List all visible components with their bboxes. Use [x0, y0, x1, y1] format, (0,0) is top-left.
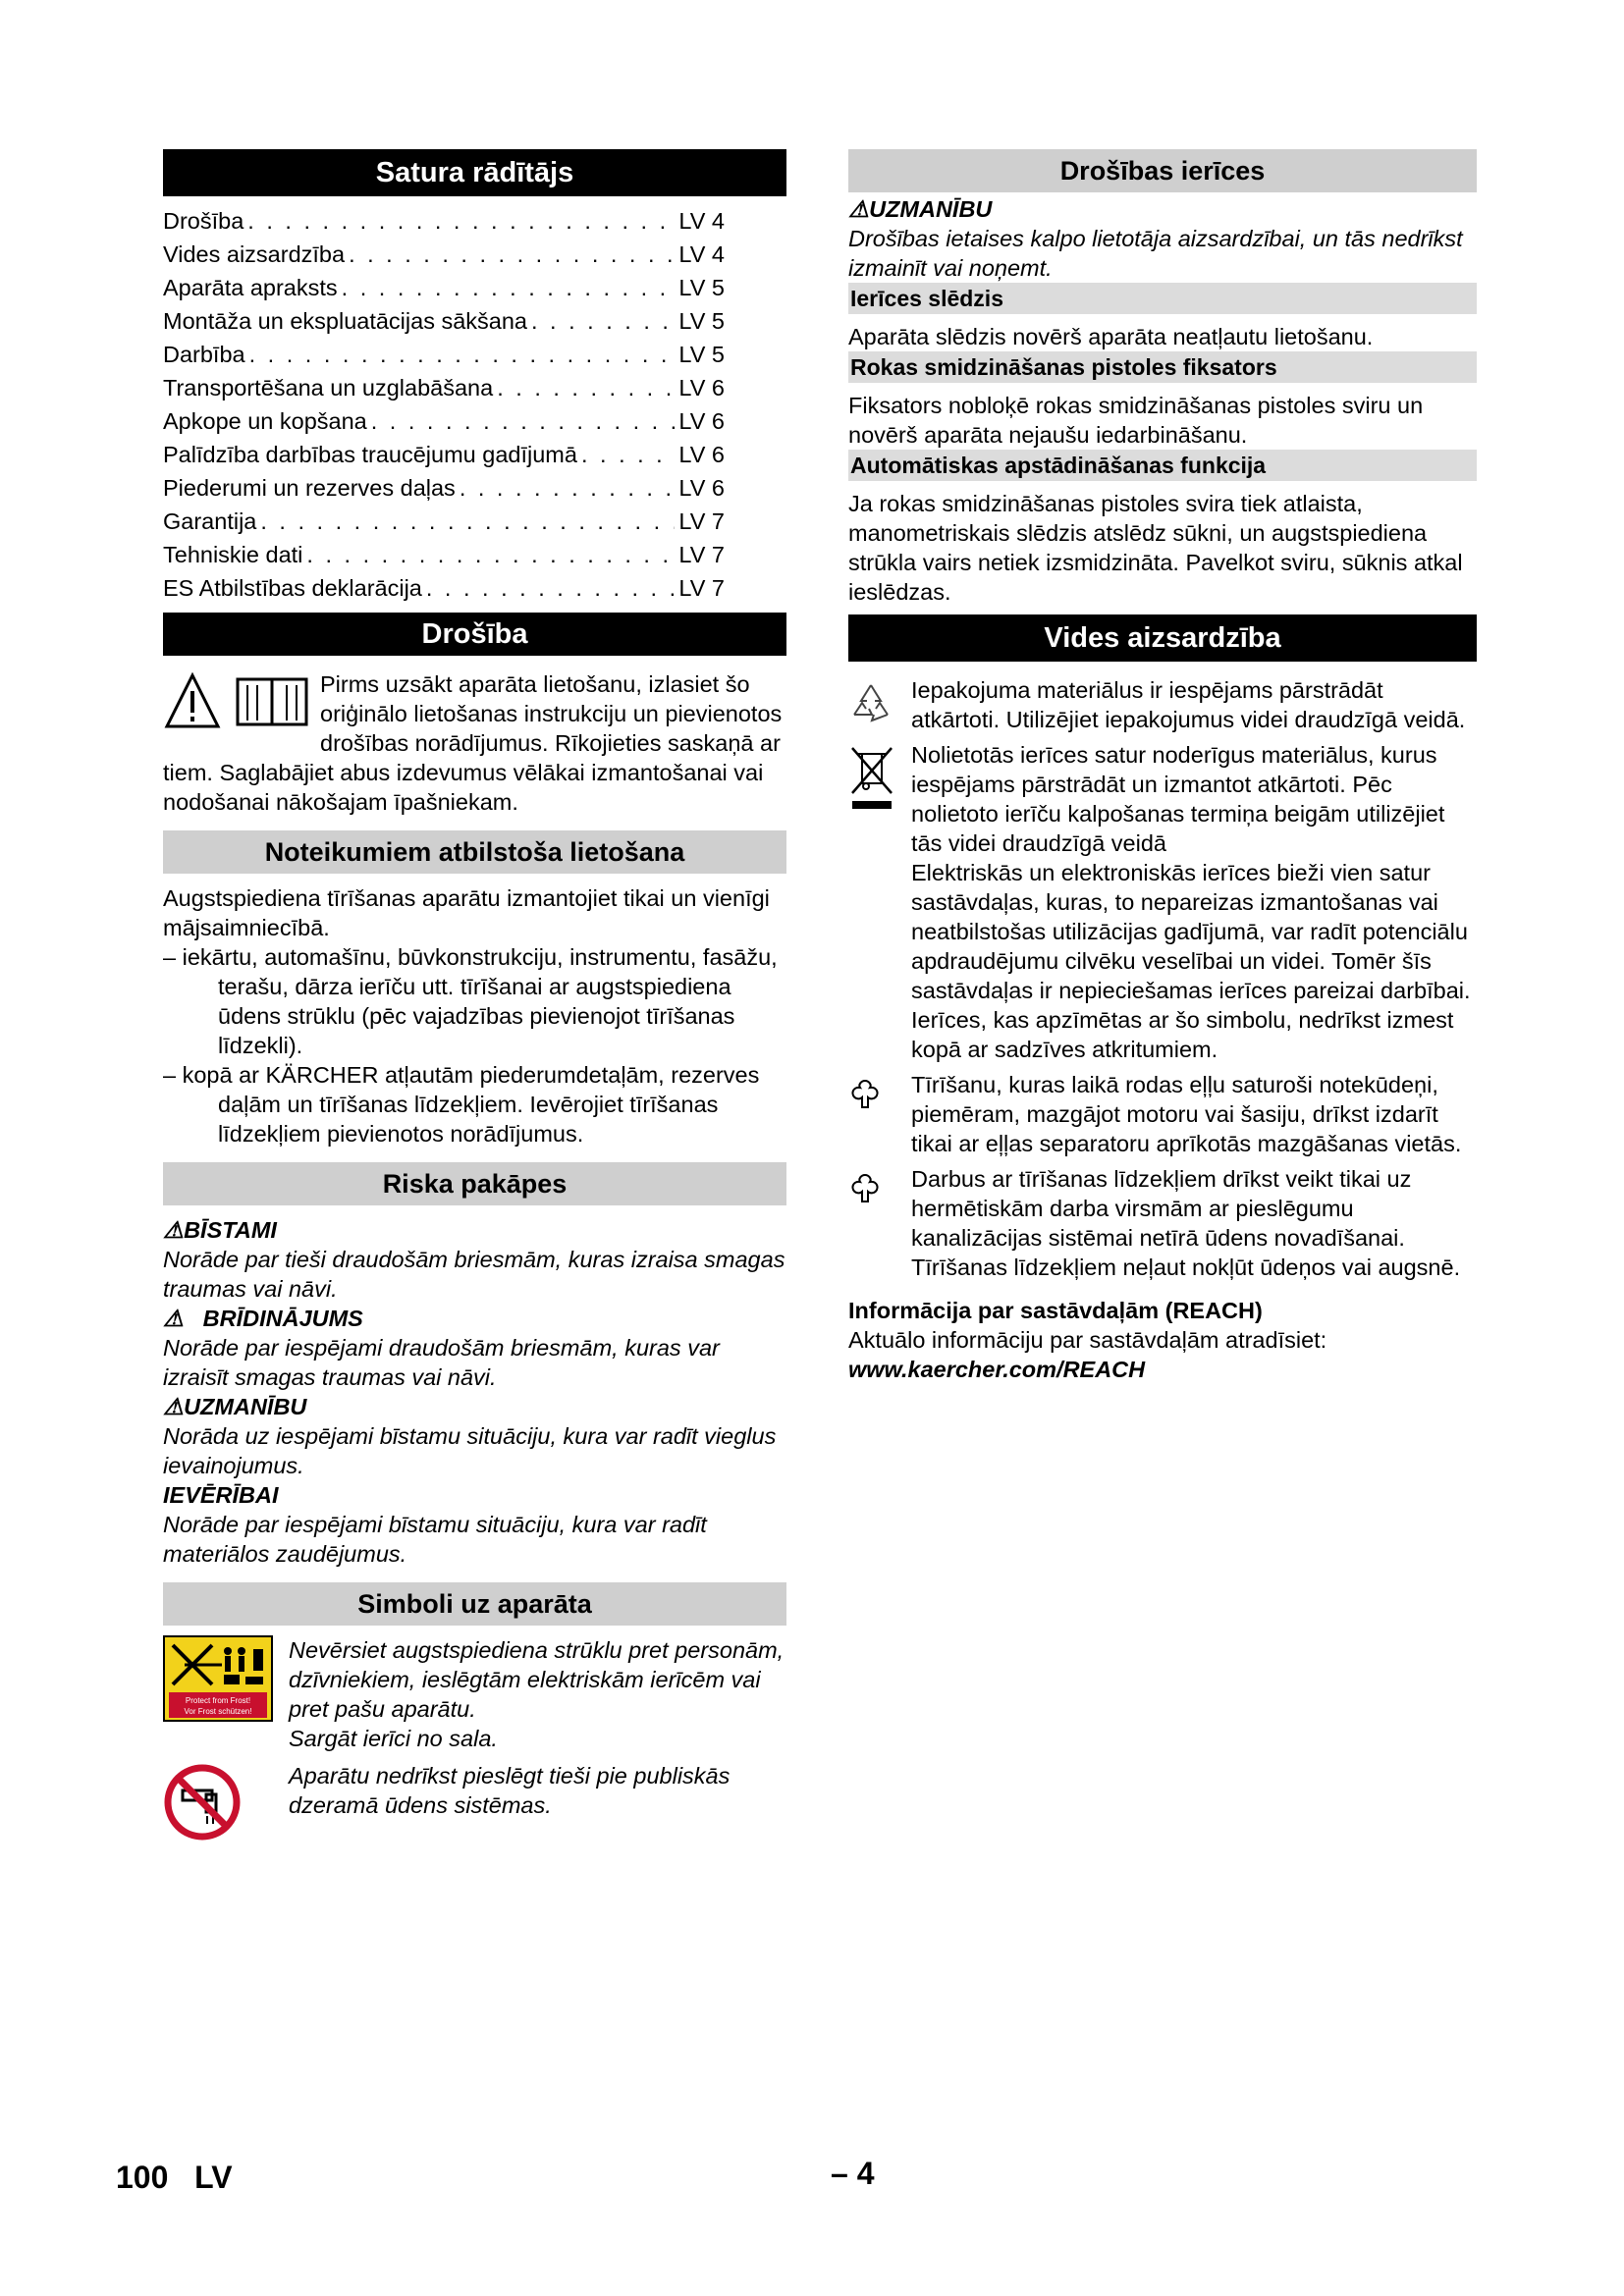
subsection-text-switch: Aparāta slēdzis novērš aparāta neatļautu lietošanu. — [848, 324, 1374, 349]
intended-use-item: – kopā ar KÄRCHER atļautām piederumdetaļām, rezerves daļām un tīrīšanas līdzekļiem. Ievērojiet tīrīšanas līdzekļiem pievienotos norādījumus. — [163, 1062, 760, 1147]
symbol-water-text: Aparātu nedrīkst pieslēgt tieši pie publiskās dzeramā ūdens sistēmas. — [289, 1763, 731, 1818]
toc-item[interactable]: Tehniskie dati . . . LV 7 — [163, 538, 725, 571]
reach-title: Informācija par sastāvdaļām (REACH) — [848, 1298, 1263, 1323]
manual-warning-icons — [163, 671, 320, 732]
risk-level-name: IEVĒRĪBAI — [163, 1482, 279, 1508]
safety-intro-block — [163, 669, 786, 817]
env-weee-text-2: Elektriskās un elektroniskās ierīces bieži vien satur sastāvdaļas, kuras, to nepareizas izmantošanas vai neatbilstošas utilizācijas gadījumā, var radīt potenciālu apdraudējumu cilvēku veselībai un videi. Tomēr šīs sastāvdaļas ir nepieciešamas ierīces pareizai darbībai. Ierīces, kas apzīmētas ar šo simbolu, nedrīkst izmest kopā ar sadzīves atkritumiem. — [911, 860, 1471, 1062]
intended-use-intro: Augstspiediena tīrīšanas aparātu izmantojiet tikai un vienīgi mājsaimniecībā. — [163, 885, 770, 940]
env-weee-text: Nolietotās ierīces satur noderīgus materiālus, kurus iespējams pārstrādāt un izmantot atkārtoti. Pēc nolietoto ierīču kalpošanas termiņa beigām utilizējiet tās videi draudzīgā veidā — [911, 742, 1445, 856]
risk-level-text: Norāda uz iespējami bīstamu situāciju, kura var radīt vieglus ievainojumus. — [163, 1423, 777, 1478]
subsection-text-lock: Fiksators nobloķē rokas smidzināšanas pistoles sviru un novērš aparāta nejaušu iedarbināšanu. — [848, 393, 1424, 448]
page-number: 100 — [116, 2160, 169, 2195]
subsection-heading-lock: Rokas smidzināšanas pistoles fiksators — [848, 351, 1477, 383]
risk-level-name: ⚠BĪSTAMI — [163, 1217, 277, 1243]
risk-levels-heading: Riska pakāpes — [163, 1162, 786, 1205]
safety-devices-heading: Drošības ierīces — [848, 149, 1477, 192]
symbol-row-water — [163, 1761, 786, 1848]
frost-sign-line1: Protect from Frost! — [185, 1696, 251, 1705]
toc-item[interactable]: Aparāta apraksts . . . LV 5 — [163, 271, 725, 304]
subsection-heading-autostop: Automātiskas apstādināšanas funkcija — [848, 450, 1477, 481]
left-column — [163, 149, 786, 1848]
caution-label: ⚠UZMANĪBU — [848, 196, 993, 222]
water-protection-icon — [848, 1070, 911, 1118]
recycle-icon — [848, 675, 911, 733]
right-column — [848, 149, 1477, 1384]
toc-item[interactable]: Montāža un ekspluatācijas sākšana . . . LV 5 — [163, 304, 725, 338]
toc-item[interactable]: Garantija . . . LV 7 — [163, 505, 725, 538]
jet-frost-sign-icon — [163, 1635, 289, 1729]
toc-item[interactable]: Drošība . . . LV 4 — [163, 204, 725, 238]
reach-text: Aktuālo informāciju par sastāvdaļām atradīsiet: — [848, 1327, 1327, 1353]
risk-level-text: Norāde par iespējami bīstamu situāciju, kura var radīt materiālos zaudējumus. — [163, 1512, 707, 1567]
toc-list — [163, 204, 786, 605]
toc-item[interactable]: Apkope un kopšana . . . LV 6 — [163, 404, 725, 438]
risk-level-name: ⚠ BRĪDINĀJUMS — [163, 1306, 363, 1331]
risk-level-text: Norāde par tieši draudošām briesmām, kuras izraisa smagas traumas vai nāvi. — [163, 1247, 785, 1302]
warning-book-icon — [163, 671, 320, 730]
toc-item[interactable]: ES Atbilstības deklarācija . . . LV 7 — [163, 571, 725, 605]
symbol-jet-text: Nevērsiet augstspiediena strūklu pret personām, dzīvniekiem, ieslēgtām elektriskām ierīcēm vai pret pašu aparātu. — [289, 1637, 785, 1722]
frost-sign-line2: Vor Frost schützen! — [184, 1707, 252, 1716]
env-cleaning-text: Darbus ar tīrīšanas līdzekļiem drīkst veikt tikai uz hermētiskām darba virsmām ar pieslēgumu kanalizācijas sistēmai netīrā ūdens novadīšanai. Tīrīšanas līdzekļiem neļaut nokļūt ūdeņos vai augsnē. — [911, 1166, 1461, 1280]
intended-use-item: – iekārtu, automašīnu, būvkonstrukciju, instrumentu, fasāžu, terašu, dārza ierīču utt. tīrīšanai ar augstspiediena ūdens strūklu (pēc vajadzības pievienojot tīrīšanas līdzekli). — [163, 944, 778, 1058]
reach-link[interactable]: www.kaercher.com/REACH — [848, 1357, 1146, 1382]
symbol-frost-text: Sargāt ierīci no sala. — [289, 1726, 498, 1751]
language-code: LV — [194, 2160, 233, 2195]
safety-heading: Drošība — [163, 613, 786, 656]
env-cleaning-row — [848, 1164, 1477, 1282]
toc-item[interactable]: Piederumi un rezerves daļas . . . LV 6 — [163, 471, 725, 505]
no-drinking-water-icon — [163, 1761, 289, 1848]
env-recycle-row — [848, 675, 1477, 734]
env-oil-row — [848, 1070, 1477, 1158]
risk-level-text: Norāde par iespējami draudošām briesmām, kuras var izraisīt smagas traumas vai nāvi. — [163, 1335, 720, 1390]
env-oil-text: Tīrīšanu, kuras laikā rodas eļļu saturoši notekūdeņi, piemēram, mazgājot motoru vai šasiju, drīkst izdarīt tikai ar eļļas separatoru aprīkotās mazgāšanas vietās. — [911, 1072, 1462, 1156]
page-footer-left — [116, 2160, 233, 2196]
toc-item[interactable]: Transportēšana un uzglabāšana . . . LV 6 — [163, 371, 725, 404]
intended-use-heading: Noteikumiem atbilstoša lietošana — [163, 830, 786, 874]
symbol-row-jet — [163, 1635, 786, 1753]
page-footer-center: – 4 — [831, 2156, 875, 2191]
symbols-heading: Simboli uz aparāta — [163, 1582, 786, 1626]
environment-heading: Vides aizsardzība — [848, 614, 1477, 662]
safety-intro-text: Pirms uzsākt aparāta lietošanu, izlasiet šo oriģinālo lietošanas instrukciju un pievienotos drošības norādījumus. Rīkojieties saskaņā ar tiem. Saglabājiet abus izdevumus vēlākai izmantošanai vai nodošanai nākošajam īpašniekam. — [163, 671, 783, 815]
subsection-text-autostop: Ja rokas smidzināšanas pistoles svira tiek atlaista, manometriskais slēdzis atslēdz sūkni, un augstspiediena strūkla vairs netiek izsmidzināta. Pavelkot sviru, sūknis atkal ieslēdzas. — [848, 491, 1463, 605]
subsection-heading-switch: Ierīces slēdzis — [848, 283, 1477, 314]
env-weee-row — [848, 740, 1477, 1064]
risk-level-name: ⚠UZMANĪBU — [163, 1394, 307, 1419]
env-recycle-text: Iepakojuma materiālus ir iespējams pārstrādāt atkārtoti. Utilizējiet iepakojumus videi draudzīgā veidā. — [911, 677, 1466, 732]
toc-item[interactable]: Darbība . . . LV 5 — [163, 338, 725, 371]
toc-item[interactable]: Vides aizsardzība . . . LV 4 — [163, 238, 725, 271]
crossed-bin-icon — [848, 740, 911, 820]
water-protection-icon — [848, 1164, 911, 1212]
toc-heading: Satura rādītājs — [163, 149, 786, 196]
toc-item[interactable]: Palīdzība darbības traucējumu gadījumā . . . LV 6 — [163, 438, 725, 471]
caution-text: Drošības ietaises kalpo lietotāja aizsardzībai, un tās nedrīkst izmainīt vai noņemt. — [848, 226, 1463, 281]
